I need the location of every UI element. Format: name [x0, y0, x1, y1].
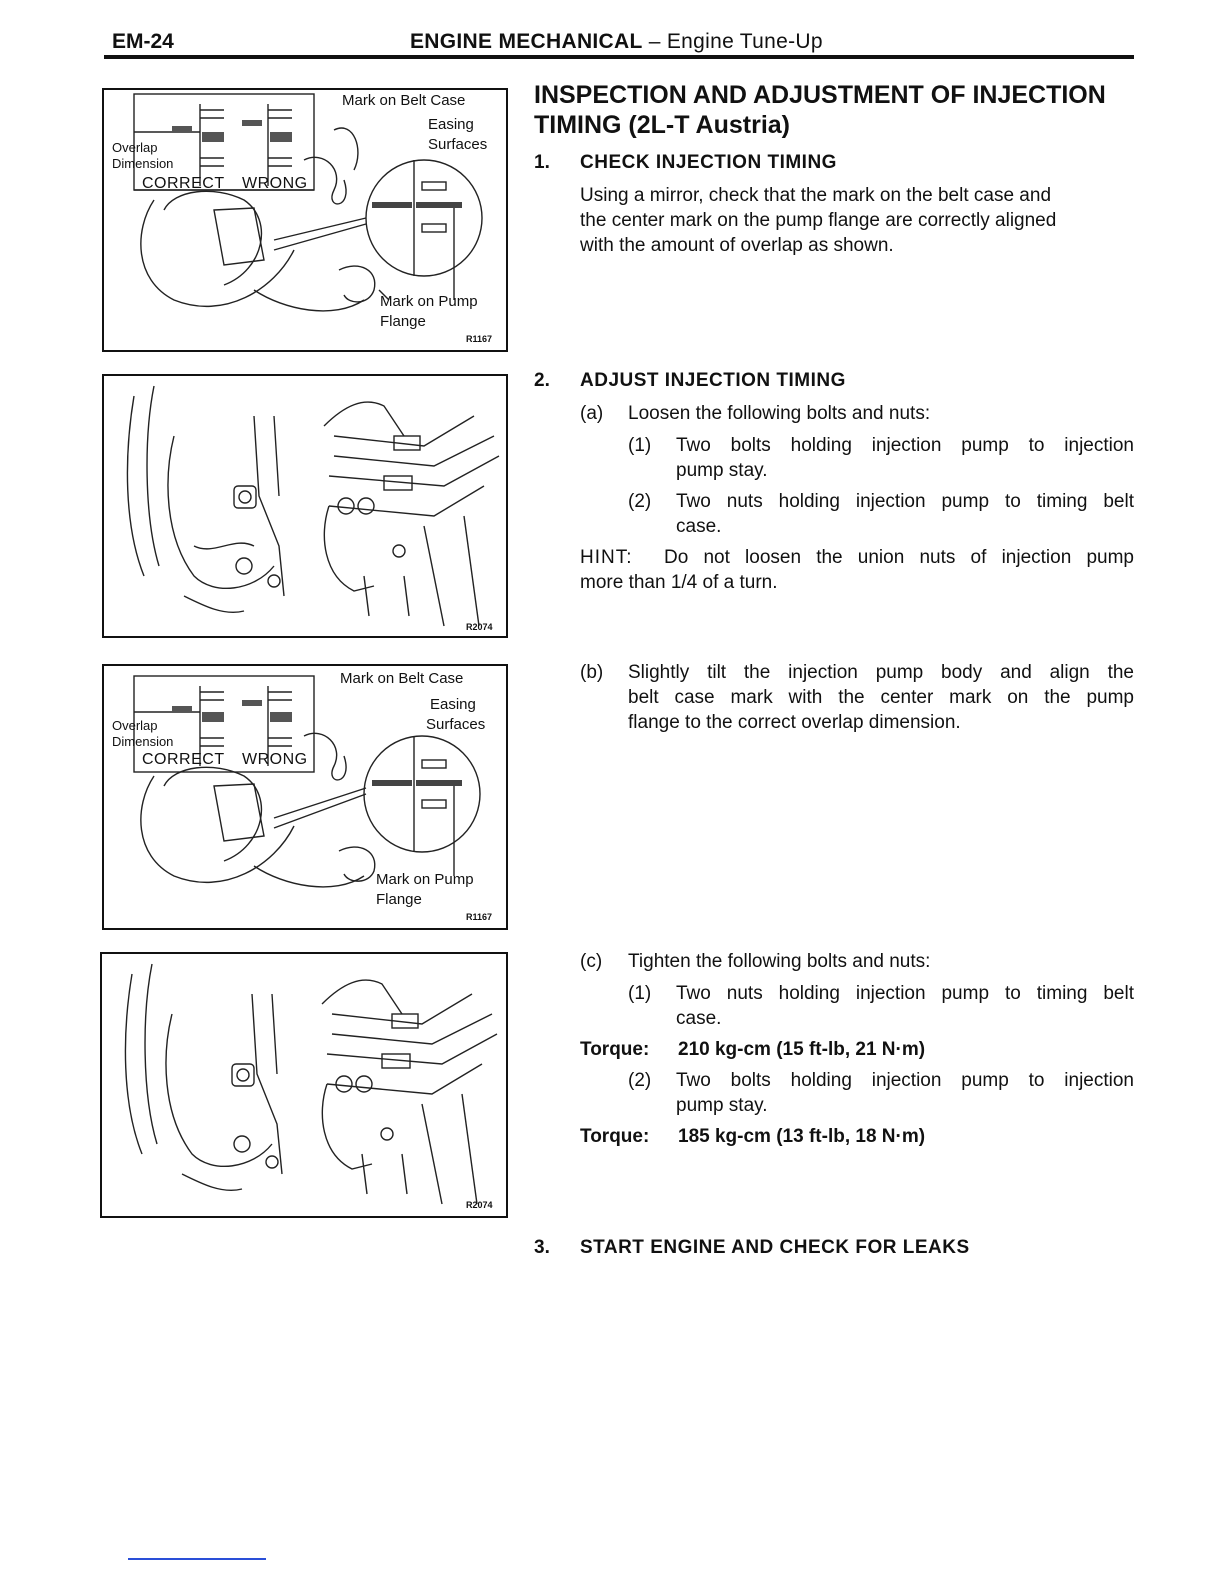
label-mark-on-pump: Mark on Pump: [380, 293, 478, 310]
step-1-number: 1.: [534, 152, 550, 173]
step-1-body: [580, 183, 1132, 258]
section-title: ENGINE MECHANICAL: [410, 30, 643, 53]
figure-code: R2074: [466, 622, 493, 632]
sub-c2-label: (2): [628, 1070, 652, 1091]
label-mark-on-pump: Mark on Pump: [376, 871, 474, 888]
sub-c2-text: [676, 1068, 1134, 1118]
figure-timing-mark-2: [102, 664, 508, 930]
label-surfaces: Surfaces: [428, 136, 488, 153]
label-flange: Flange: [376, 891, 422, 908]
sub-b-line: belt case mark with the center mark on the pump: [628, 687, 1134, 708]
scan-underline-mark: [128, 1558, 266, 1560]
sub-c1-text: [676, 981, 1134, 1031]
header-separator: –: [642, 30, 667, 53]
torque-1-value: 210 kg-cm (15 ft-lb, 21 N·m): [678, 1039, 926, 1060]
sub-a2-label: (2): [628, 491, 652, 512]
sub-a2-line: case.: [676, 516, 722, 537]
label-mark-on-belt-case: Mark on Belt Case: [340, 670, 464, 687]
header-rule: [104, 55, 1134, 59]
label-overlap: Overlap: [112, 140, 158, 155]
pump-bolts-illustration: [104, 376, 506, 636]
sub-a-text: Loosen the following bolts and nuts:: [628, 403, 931, 424]
step-1-line: with the amount of overlap as shown.: [580, 235, 894, 256]
sub-b-label: (b): [580, 662, 604, 683]
figure-timing-mark-1: [102, 88, 508, 352]
figure-pump-bolts-2: [100, 952, 508, 1218]
sub-c-text: Tighten the following bolts and nuts:: [628, 951, 931, 972]
sub-a2-text: [676, 489, 1134, 539]
sub-c2-line: pump stay.: [676, 1095, 768, 1116]
label-surfaces: Surfaces: [426, 716, 486, 733]
subsection-title: Engine Tune-Up: [666, 30, 823, 53]
torque-2-value: 185 kg-cm (13 ft-lb, 18 N·m): [678, 1126, 926, 1147]
hint-label: HINT:: [580, 547, 633, 568]
torque-2-label: Torque:: [580, 1126, 650, 1147]
sub-a2-line: Two nuts holding injection pump to timing belt: [676, 491, 1134, 512]
figure-pump-bolts-1: [102, 374, 508, 638]
label-flange: Flange: [380, 313, 426, 330]
label-wrong: WRONG: [242, 175, 308, 192]
step-3-title: START ENGINE AND CHECK FOR LEAKS: [580, 1237, 970, 1258]
page-header: [410, 30, 823, 54]
figure-code: R1167: [466, 912, 493, 922]
step-2-title: ADJUST INJECTION TIMING: [580, 370, 846, 391]
label-dimension: Dimension: [112, 156, 174, 171]
pump-bolts-illustration: [102, 954, 506, 1216]
label-correct: CORRECT: [142, 175, 225, 192]
title-line-1: INSPECTION AND ADJUSTMENT OF INJECTION: [534, 81, 1106, 109]
sub-c1-line: case.: [676, 1008, 722, 1029]
sub-a1-text: [676, 433, 1134, 483]
sub-a-label: (a): [580, 403, 604, 424]
sub-c1-line: Two nuts holding injection pump to timing belt: [676, 983, 1134, 1004]
sub-c-label: (c): [580, 951, 603, 972]
sub-c1-label: (1): [628, 983, 652, 1004]
hint-line-1: Do not loosen the union nuts of injection pump: [664, 547, 1134, 568]
sub-b-line: flange to the correct overlap dimension.: [628, 712, 961, 733]
label-wrong: WRONG: [242, 751, 308, 768]
step-2-number: 2.: [534, 370, 550, 391]
sub-a1-line: Two bolts holding injection pump to injection: [676, 435, 1134, 456]
label-dimension: Dimension: [112, 734, 174, 749]
label-correct: CORRECT: [142, 751, 225, 768]
step-1-line: Using a mirror, check that the mark on the belt case and: [580, 185, 1052, 206]
step-3-number: 3.: [534, 1237, 550, 1258]
sub-a1-line: pump stay.: [676, 460, 768, 481]
label-easing: Easing: [430, 696, 476, 713]
sub-c2-line: Two bolts holding injection pump to injection: [676, 1070, 1134, 1091]
torque-1-label: Torque:: [580, 1039, 650, 1060]
hint-line-2: more than 1/4 of a turn.: [580, 572, 778, 593]
page-number: EM-24: [112, 30, 174, 53]
sub-a1-label: (1): [628, 435, 652, 456]
title-line-2: TIMING (2L-T Austria): [534, 111, 791, 139]
label-easing: Easing: [428, 116, 474, 133]
figure-code: R2074: [466, 1200, 493, 1210]
figure-code: R1167: [466, 334, 493, 344]
sub-b-line: Slightly tilt the injection pump body and align the: [628, 662, 1134, 683]
page-title: [534, 80, 1134, 140]
sub-b-text: [628, 660, 1134, 735]
step-1-line: the center mark on the pump flange are correctly aligned: [580, 210, 1057, 231]
label-overlap: Overlap: [112, 718, 158, 733]
step-1-title: CHECK INJECTION TIMING: [580, 152, 837, 173]
label-mark-on-belt-case: Mark on Belt Case: [342, 92, 466, 109]
